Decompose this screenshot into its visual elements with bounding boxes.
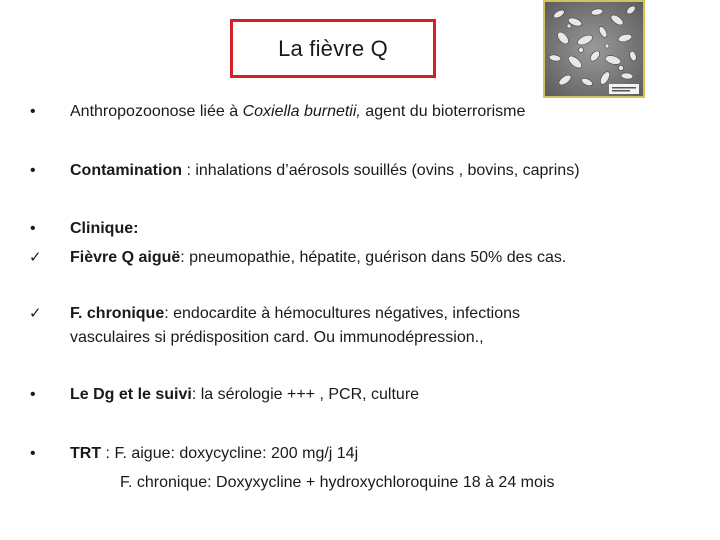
item-heading: TRT	[70, 445, 102, 462]
item-text: : pneumopathie, hépatite, guérison dans 50% des cas.	[180, 249, 567, 266]
bacteria-micrograph-image	[543, 0, 645, 98]
item-traitement-continuation: F. chronique: Doxyxycline + hydroxychloroquine 18 à 24 mois	[120, 474, 555, 491]
item-text: Anthropozoonose liée à	[70, 103, 243, 120]
item-heading: Le Dg et le suivi	[70, 386, 192, 403]
item-text: : la sérologie +++ , PCR, culture	[191, 386, 420, 403]
check-icon: ✓	[29, 305, 42, 322]
item-fievre-aigue	[70, 248, 566, 268]
item-text: : inhalations d’aérosols souillés (ovins , bovins, caprins)	[182, 162, 580, 179]
species-name: Coxiella burnetii,	[242, 103, 361, 120]
item-text: : endocardite à hémocultures négatives, infections	[164, 305, 520, 322]
item-heading: F. chronique	[70, 305, 165, 322]
bullet-marker: •	[30, 445, 36, 462]
check-icon: ✓	[29, 249, 42, 266]
bullet-marker: •	[30, 386, 36, 403]
item-diagnostic	[70, 385, 419, 405]
item-heading: Contamination	[70, 162, 182, 179]
item-bioterrorism	[70, 102, 525, 122]
item-clinique	[70, 219, 138, 239]
title-box	[230, 19, 436, 78]
item-f-chronique-continuation: vasculaires si prédisposition card. Ou immunodépression.,	[70, 329, 484, 346]
slide-title: La fièvre Q	[278, 35, 388, 61]
bullet-marker: •	[30, 103, 36, 120]
item-f-chronique	[70, 304, 520, 324]
item-contamination	[70, 161, 580, 181]
micrograph-illustration	[545, 2, 643, 96]
item-text: agent du bioterrorisme	[360, 103, 526, 120]
item-heading: Fièvre Q aiguë	[70, 249, 181, 266]
item-text: : F. aigue: doxycycline: 200 mg/j 14j	[101, 445, 359, 462]
item-traitement	[70, 444, 358, 464]
bullet-marker: •	[30, 220, 36, 237]
item-heading: Clinique:	[70, 220, 139, 237]
bullet-marker: •	[30, 162, 36, 179]
